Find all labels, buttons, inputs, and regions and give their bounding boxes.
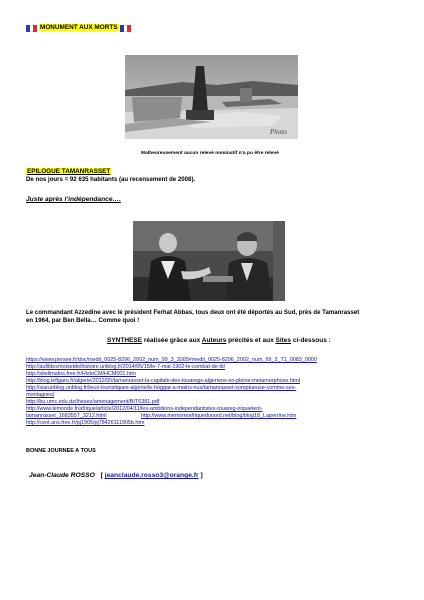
link-lefigaro[interactable]: http://blog.lefigaro.fr/algerie/2012/05/tamanrasset-la-capitale-des-touaregs-algeriens-en-pleine-metamorphose.html xyxy=(26,378,301,384)
signature-line xyxy=(29,472,203,479)
author-email-link[interactable]: jeanclaude.rosso3@orange.fr xyxy=(104,472,199,479)
auteurs-label: Auteurs xyxy=(201,337,227,344)
link-sitelimafos[interactable]: http://sitelimafos.free.fr/HistoCM/HCM001.htm xyxy=(26,371,136,377)
epilogue-title: EPILOGUE TAMANRASSET xyxy=(27,168,111,175)
bracket-open: [ xyxy=(100,472,103,479)
synthese-text-3: ci-dessous : xyxy=(291,337,331,344)
bracket-close: ] xyxy=(200,472,203,479)
closing-text: BONNE JOURNEE A TOUS xyxy=(26,448,96,454)
sites-label: Sites xyxy=(275,337,292,344)
link-centans[interactable]: http://cent.ans.free.fr/pj1905/pj78426111905b.htm xyxy=(26,420,145,426)
synthese-text-2: précités et aux xyxy=(226,337,276,344)
monument-photo xyxy=(122,52,301,142)
author-name: Jean-Claude ROSSO xyxy=(29,472,95,479)
french-flag-left-icon xyxy=(26,25,37,32)
link-persee[interactable]: https://www.persee.fr/doc/medit_0025-8296_2002_num_99_3_3265#medit_0025-8296_2002_num_99_3_T1_0083_0000 xyxy=(26,357,317,363)
photo-caption-line1: Le commandant Azzedine avec le président Ferhat Abbas, tous deux ont été déportés au Sud, près de Tamanrasset xyxy=(26,309,360,316)
link-umc-thesis[interactable]: http://bu.umc.edu.dz/theses/amenagement/BIT6381.pdf xyxy=(26,399,160,405)
link-siarunblog-cont[interactable]: montagnes/ xyxy=(26,392,55,398)
link-siarunblog[interactable]: http://siarunblog.unblog.fr/lieux-touristiques-algerie/le-hoggar-a-mains-nus/tamanrasset-somptueuse-comme-ses- xyxy=(26,385,297,391)
synthese-text-1: réalisée grâce aux xyxy=(142,337,202,344)
link-lemonde-cont[interactable]: tamanrasset_1683557_3212.html xyxy=(26,413,107,419)
link-lemonde[interactable]: http://www.lemonde.fr/afrique/article/2012/04/11/les-ambitions-independantistes-touareg-inquietent- xyxy=(26,406,263,412)
french-flag-right-icon xyxy=(120,25,131,32)
page-title: MONUMENT AUX MORTS xyxy=(40,24,118,31)
link-memoireafrique[interactable]: http://www.memoireafriquedunord.net/blog/blog18_Laperrine.htm xyxy=(141,413,297,419)
link-aufildesmots[interactable]: http://aufildesmotsetdelhistoire.unblog.fr/2014/05/15/le-7-mai-1902-le-combat-de-tit/ xyxy=(26,364,226,370)
historical-photo xyxy=(133,221,285,301)
population-text: De nos jours = 92 635 habitants (au recensement de 2008). xyxy=(26,176,196,183)
svg-text:Photo: Photo xyxy=(270,128,287,136)
after-independence-heading: Juste après l’indépendance…. xyxy=(26,196,121,203)
monument-caption: Malheureusement aucun relevé nominatif n’a pu être relevé xyxy=(141,151,279,156)
photo-caption-line2: en 1964, par Ben Bella… Comme quoi ! xyxy=(26,317,140,324)
synthese-line xyxy=(107,337,331,344)
synthese-label: SYNTHESE xyxy=(107,337,143,344)
